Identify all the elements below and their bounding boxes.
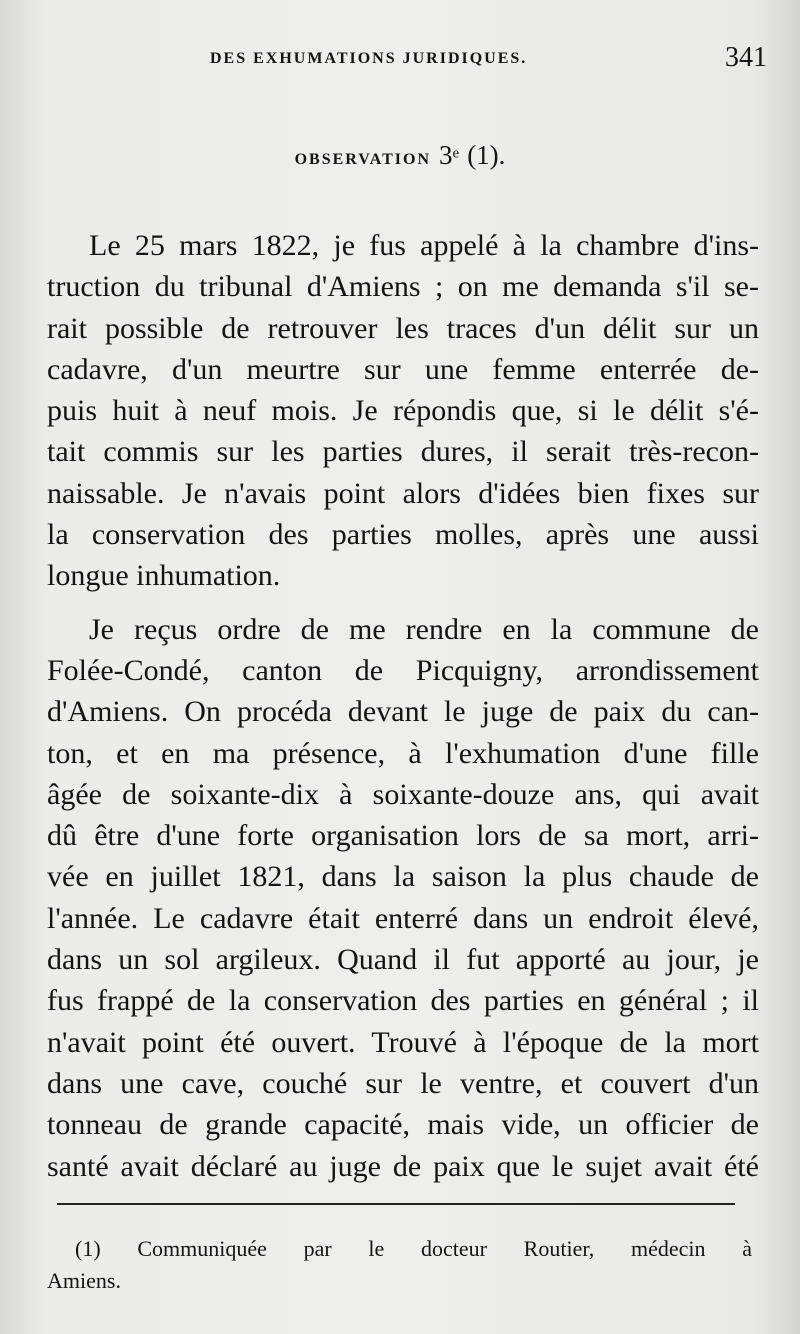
text-line: vée en juillet 1821, dans la saison la plus chaude de [47, 860, 759, 894]
body-text [47, 225, 759, 1187]
running-head-title: DES EXHUMATIONS JURIDIQUES. [210, 50, 528, 67]
text-line: puis huit à neuf mois. Je répondis que, si le délit s'é- [47, 394, 759, 428]
text-line: âgée de soixante-dix à soixante-douze ans, qui avait [47, 777, 759, 811]
text-line: dans une cave, couché sur le ventre, et couvert d'un [47, 1066, 759, 1100]
text-line: dû être d'une forte organisation lors de sa mort, arri- [47, 819, 759, 853]
text-line: tonneau de grande capacité, mais vide, un officier de [47, 1108, 759, 1142]
text-line: rait possible de retrouver les traces d'un délit sur un [47, 311, 759, 345]
page-number: 341 [725, 42, 767, 73]
text-line: naissable. Je n'avais point alors d'idées bien fixes sur [47, 476, 759, 510]
observation-number: 3 [439, 140, 453, 170]
footnote [47, 1233, 752, 1297]
footnote-reference: (1). [467, 140, 506, 170]
paragraph-1 [47, 225, 759, 597]
text-line: santé avait déclaré au juge de paix que le sujet avait été [47, 1149, 759, 1183]
text-line: dans un sol argileux. Quand il fut apporté au jour, je [47, 943, 759, 977]
text-line: Folée-Condé, canton de Picquigny, arrondissement [47, 653, 759, 687]
text-line: ton, et en ma présence, à l'exhumation d'une fille [47, 736, 759, 770]
text-line: n'avait point été ouvert. Trouvé à l'époque de la mort [47, 1025, 759, 1059]
text-line: cadavre, d'un meurtre sur une femme enterrée de- [47, 352, 759, 386]
running-head [40, 42, 775, 76]
text-line: longue inhumation. [47, 559, 281, 593]
footnote-divider [57, 1203, 735, 1205]
text-line: fus frappé de la conservation des parties en général ; il [47, 984, 759, 1018]
text-line: Le 25 mars 1822, je fus appelé à la chambre d'ins- [89, 229, 759, 262]
observation-superscript: e [452, 145, 460, 162]
text-line: tait commis sur les parties dures, il serait très-recon- [47, 435, 759, 469]
footnote-line: Amiens. [47, 1268, 121, 1293]
paragraph-2 [47, 609, 759, 1187]
text-line: d'Amiens. On procéda devant le juge de paix du can- [47, 695, 759, 729]
text-line: truction du tribunal d'Amiens ; on me demanda s'il se- [47, 270, 759, 304]
observation-label: OBSERVATION [294, 151, 432, 168]
text-line: la conservation des parties molles, après une aussi [47, 518, 759, 552]
footnote-line: (1) Communiquée par le docteur Routier, médecin à [75, 1236, 752, 1261]
observation-heading [0, 140, 800, 171]
text-line: Je reçus ordre de me rendre en la commune de [89, 612, 759, 646]
text-line: l'année. Le cadavre était enterré dans un endroit élevé, [47, 901, 759, 935]
